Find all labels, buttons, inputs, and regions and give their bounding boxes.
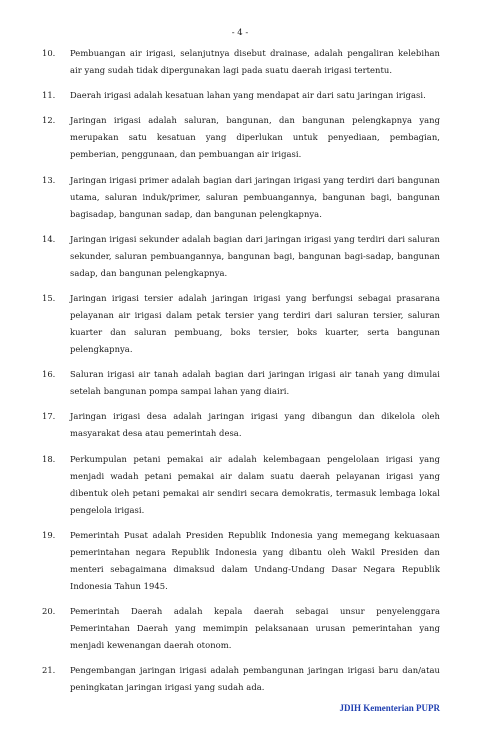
list-item [42, 603, 440, 654]
item-text: Pengembangan jaringan irigasi adalah pembangunan jaringan irigasi baru dan/atau peningkatan jaringan irigasi yang sudah ada. [70, 665, 440, 693]
item-number: 17. [42, 411, 56, 422]
list-item [42, 366, 440, 400]
item-number: 10. [42, 48, 56, 58]
item-text: Daerah irigasi adalah kesatuan lahan yang mendapat air dari satu jaringan irigasi. [70, 90, 426, 101]
item-number: 20. [42, 605, 56, 616]
footer-watermark: JDIH Kementerian PUPR [339, 703, 440, 713]
item-text: Jaringan irigasi sekunder adalah bagian dari jaringan irigasi yang terdiri dari saluran sekunder, saluran pembuangannya, bangunan bagi, bangunan bagi-sadap, bangunan sadap, dan bangunan pelengkapnya. [70, 233, 440, 278]
list-item [42, 527, 440, 595]
item-text: Pembuangan air irigasi, selanjutnya disebut drainase, adalah pengaliran kelebihan air yang sudah tidak dipergunakan lagi pada suatu daerah irigasi tertentu. [70, 48, 440, 75]
item-number: 21. [42, 665, 56, 676]
item-number: 12. [42, 115, 56, 126]
item-number: 11. [42, 90, 56, 101]
list-item [42, 45, 440, 79]
item-number: 14. [42, 233, 56, 244]
item-text: Jaringan irigasi primer adalah bagian dari jaringan irigasi yang terdiri dari bangunan utama, saluran induk/primer, saluran pembuangannya, bangunan bagi, bangunan bagisadap, bangunan sadap, dan bangunan pelengkapnya. [70, 174, 440, 219]
item-text: Jaringan irigasi tersier adalah jaringan irigasi yang berfungsi sebagai prasarana pelayanan air irigasi dalam petak tersier yang terdiri dari saluran tersier, saluran kuarter dan saluran pembuang, boks tersier, boks kuarter, serta bangunan pelengkapnya. [70, 292, 440, 354]
definition-list [42, 45, 440, 704]
list-item [42, 87, 440, 104]
item-number: 18. [42, 453, 56, 464]
list-item [42, 231, 440, 282]
list-item [42, 172, 440, 223]
item-text: Saluran irigasi air tanah adalah bagian dari jaringan irigasi air tanah yang dimulai setelah bangunan pompa sampai lahan yang diairi. [70, 369, 440, 397]
item-text: Perkumpulan petani pemakai air adalah kelembagaan pengelolaan irigasi yang menjadi wadah petani pemakai air dalam suatu daerah pelayanan irigasi yang dibentuk oleh petani pemakai air sendiri secara demokratis, termasuk lembaga lokal pengelola irigasi. [70, 453, 440, 515]
item-number: 16. [42, 369, 56, 380]
list-item [42, 662, 440, 696]
item-text: Pemerintah Pusat adalah Presiden Republik Indonesia yang memegang kekuasaan pemerintahan negara Republik Indonesia yang dibantu oleh Wakil Presiden dan menteri sebagaimana dimaksud dalam Undang-Undang Dasar Negara Republik Indonesia Tahun 1945. [70, 529, 440, 591]
item-text: Jaringan irigasi adalah saluran, bangunan, dan bangunan pelengkapnya yang merupakan satu kesatuan yang diperlukan untuk penyediaan, pembagian, pemberian, penggunaan, dan pembuangan air irigasi. [70, 115, 440, 160]
item-number: 19. [42, 529, 56, 540]
page-number: - 4 - [231, 28, 249, 38]
item-text: Pemerintah Daerah adalah kepala daerah sebagai unsur penyelenggara Pemerintahan Daerah yang memimpin pelaksanaan urusan pemerintahan yang menjadi kewenangan daerah otonom. [70, 605, 440, 650]
list-item [42, 408, 440, 442]
list-item [42, 451, 440, 519]
list-item [42, 290, 440, 358]
item-number: 13. [42, 174, 56, 185]
item-number: 15. [42, 292, 56, 303]
list-item [42, 112, 440, 163]
item-text: Jaringan irigasi desa adalah jaringan irigasi yang dibangun dan dikelola oleh masyarakat desa atau pemerintah desa. [70, 411, 440, 439]
